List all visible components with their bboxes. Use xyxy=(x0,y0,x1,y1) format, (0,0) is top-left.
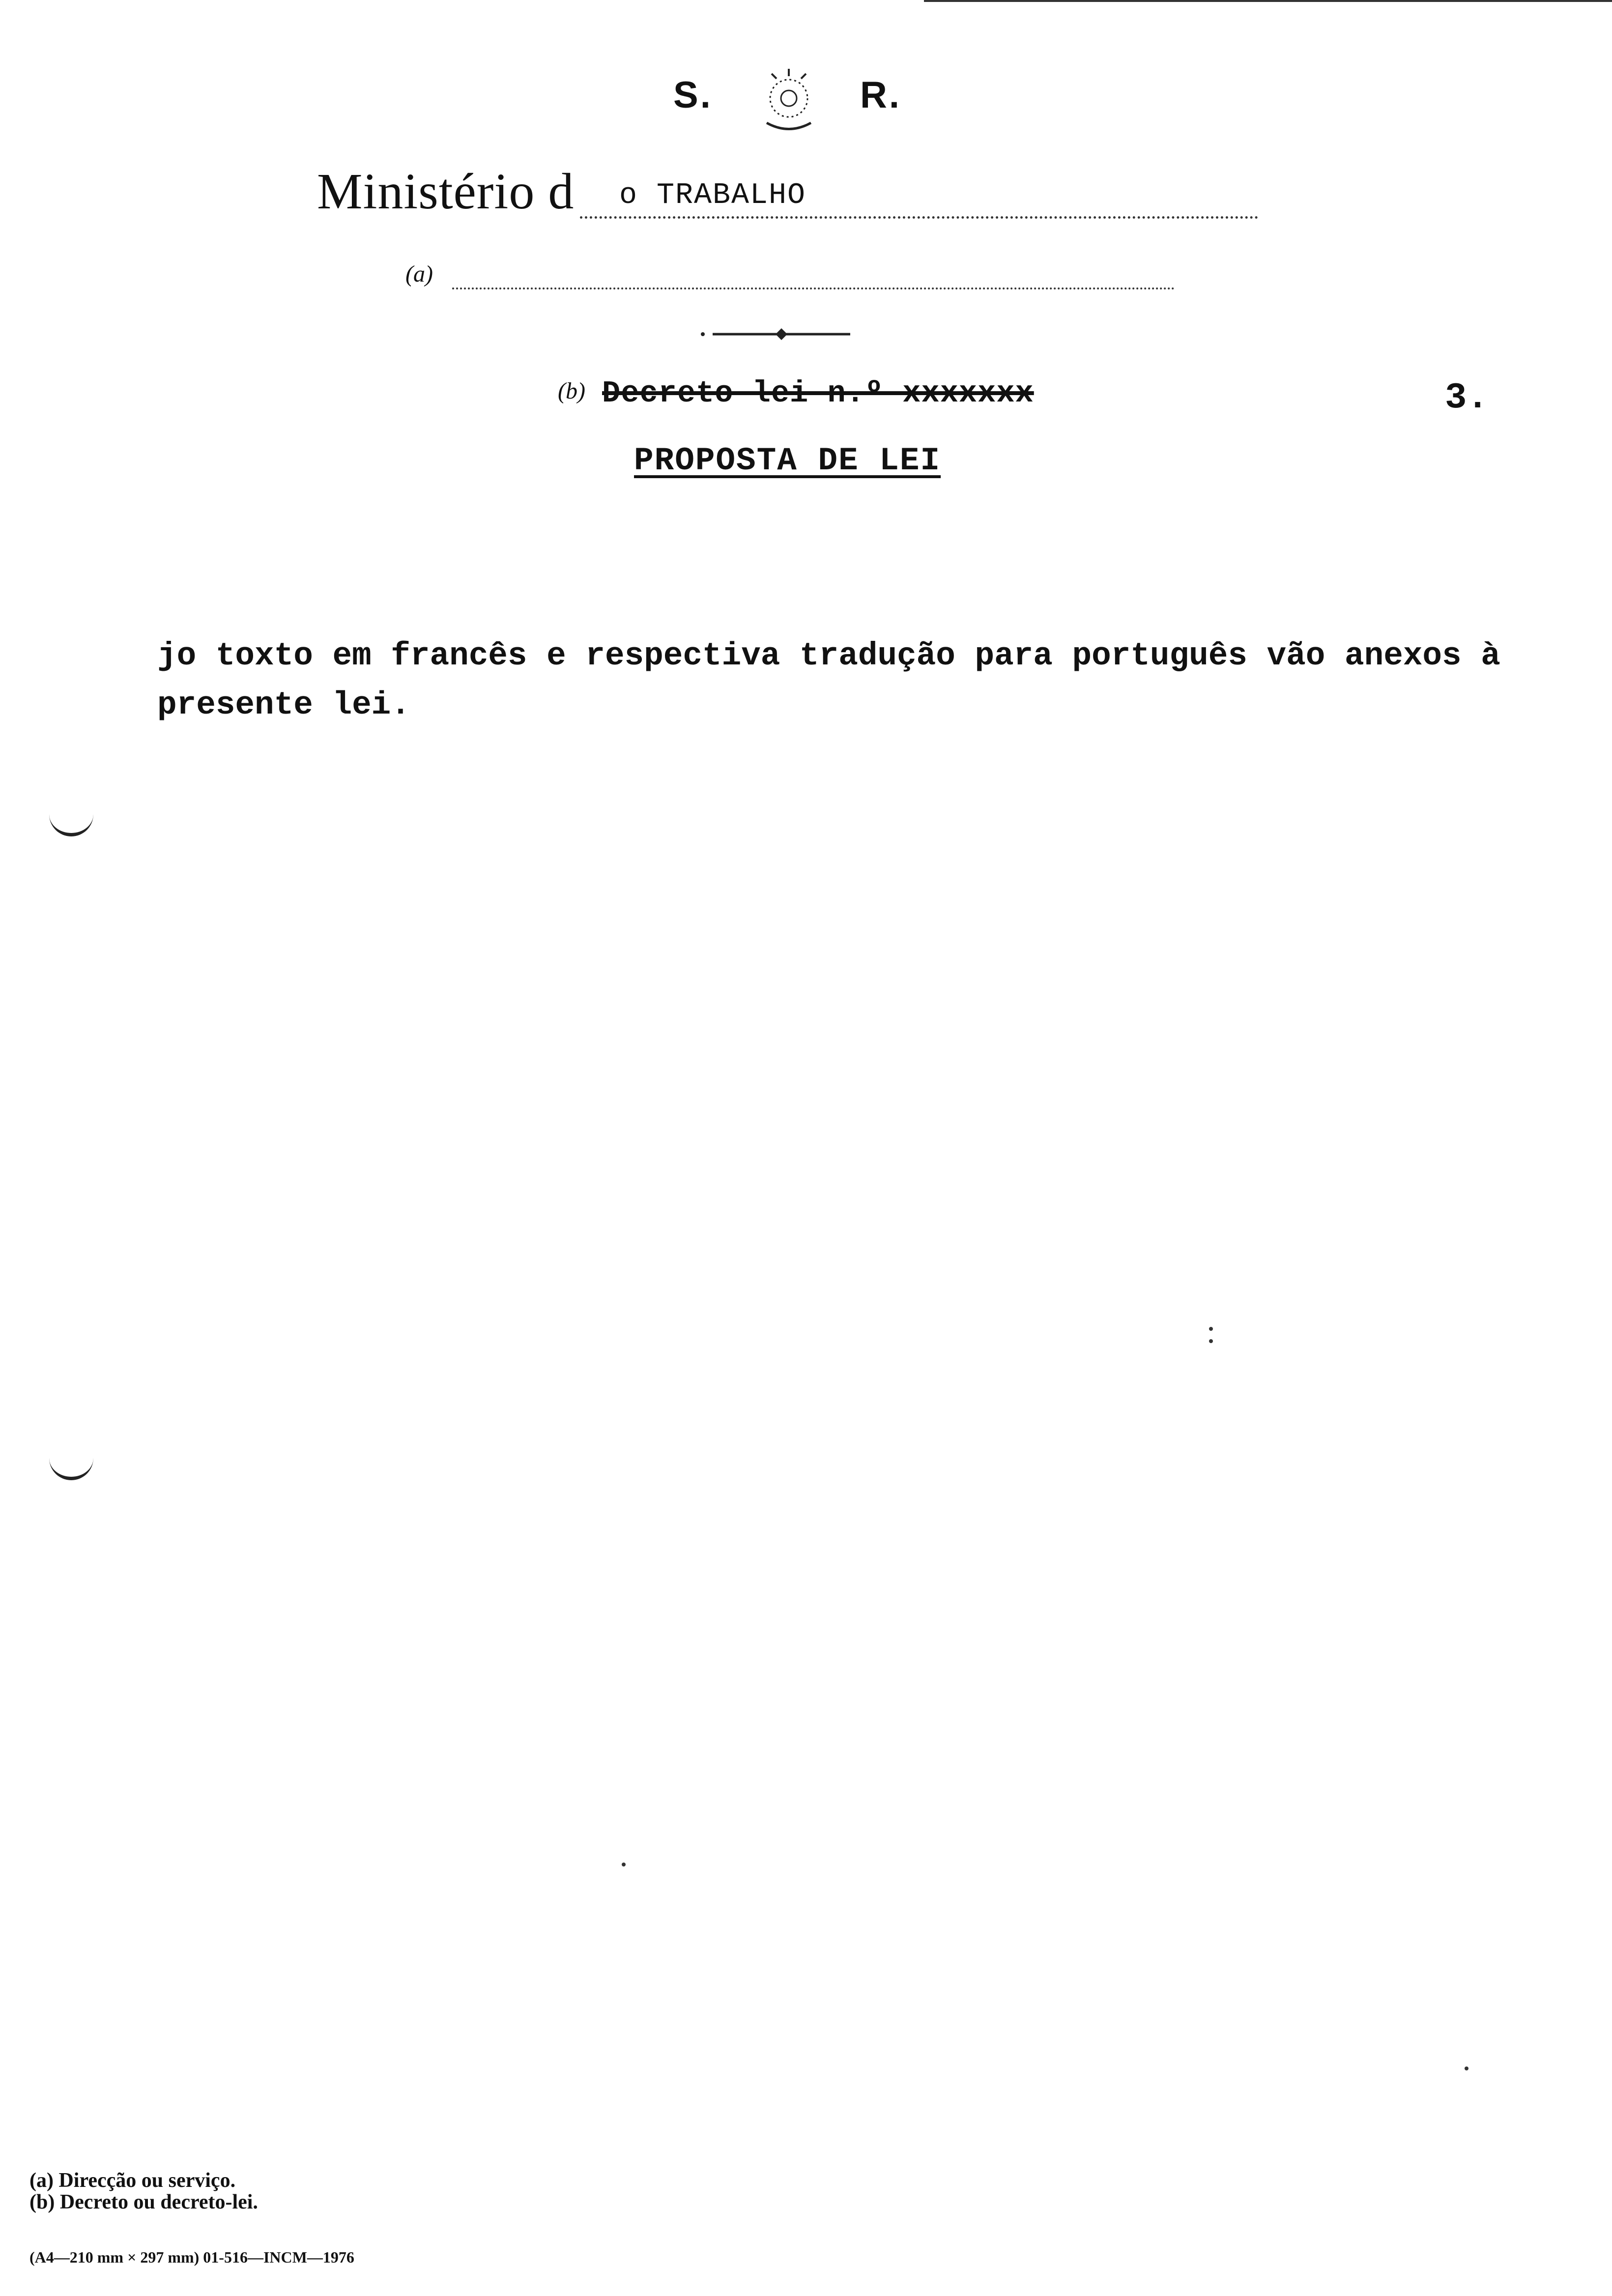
header-s-letter: S. xyxy=(673,74,713,116)
footnote-a: (a) Direcção ou serviço. xyxy=(29,2169,236,2192)
header-r-letter: R. xyxy=(860,74,901,116)
ink-speck xyxy=(1209,1327,1213,1331)
document-title: PROPOSTA DE LEI xyxy=(634,442,941,479)
ministerio-field xyxy=(580,171,1258,219)
ink-speck xyxy=(1209,1339,1213,1343)
footnote-b: (b) Decreto ou decreto-lei. xyxy=(29,2191,258,2213)
ministerio-value: o TRABALHO xyxy=(619,179,806,212)
margin-hole-mark xyxy=(49,1450,93,1480)
header-sr xyxy=(663,64,919,138)
field-a-dotted-line xyxy=(452,273,1175,289)
form-identifier: (A4—210 mm × 297 mm) 01-516—INCM—1976 xyxy=(29,2248,354,2266)
body-paragraph: jo toxto em francês e respectiva tradução para português vão anexos à presente lei. xyxy=(157,637,1500,723)
decree-struck-text: Decreto lei n.º xxxxxxx xyxy=(602,376,1034,411)
field-a-label: (a) xyxy=(405,261,433,287)
field-b-label: (b) xyxy=(558,378,585,404)
ink-speck xyxy=(622,1863,626,1866)
top-edge-rule xyxy=(924,0,1612,2)
margin-hole-mark xyxy=(49,806,93,836)
ministerio-label: Ministério d xyxy=(317,163,575,220)
ink-speck xyxy=(1465,2066,1468,2070)
footnotes xyxy=(29,2170,258,2213)
coat-of-arms-icon xyxy=(737,64,840,138)
ornament-divider xyxy=(698,327,865,342)
page-number: 3. xyxy=(1445,377,1489,419)
